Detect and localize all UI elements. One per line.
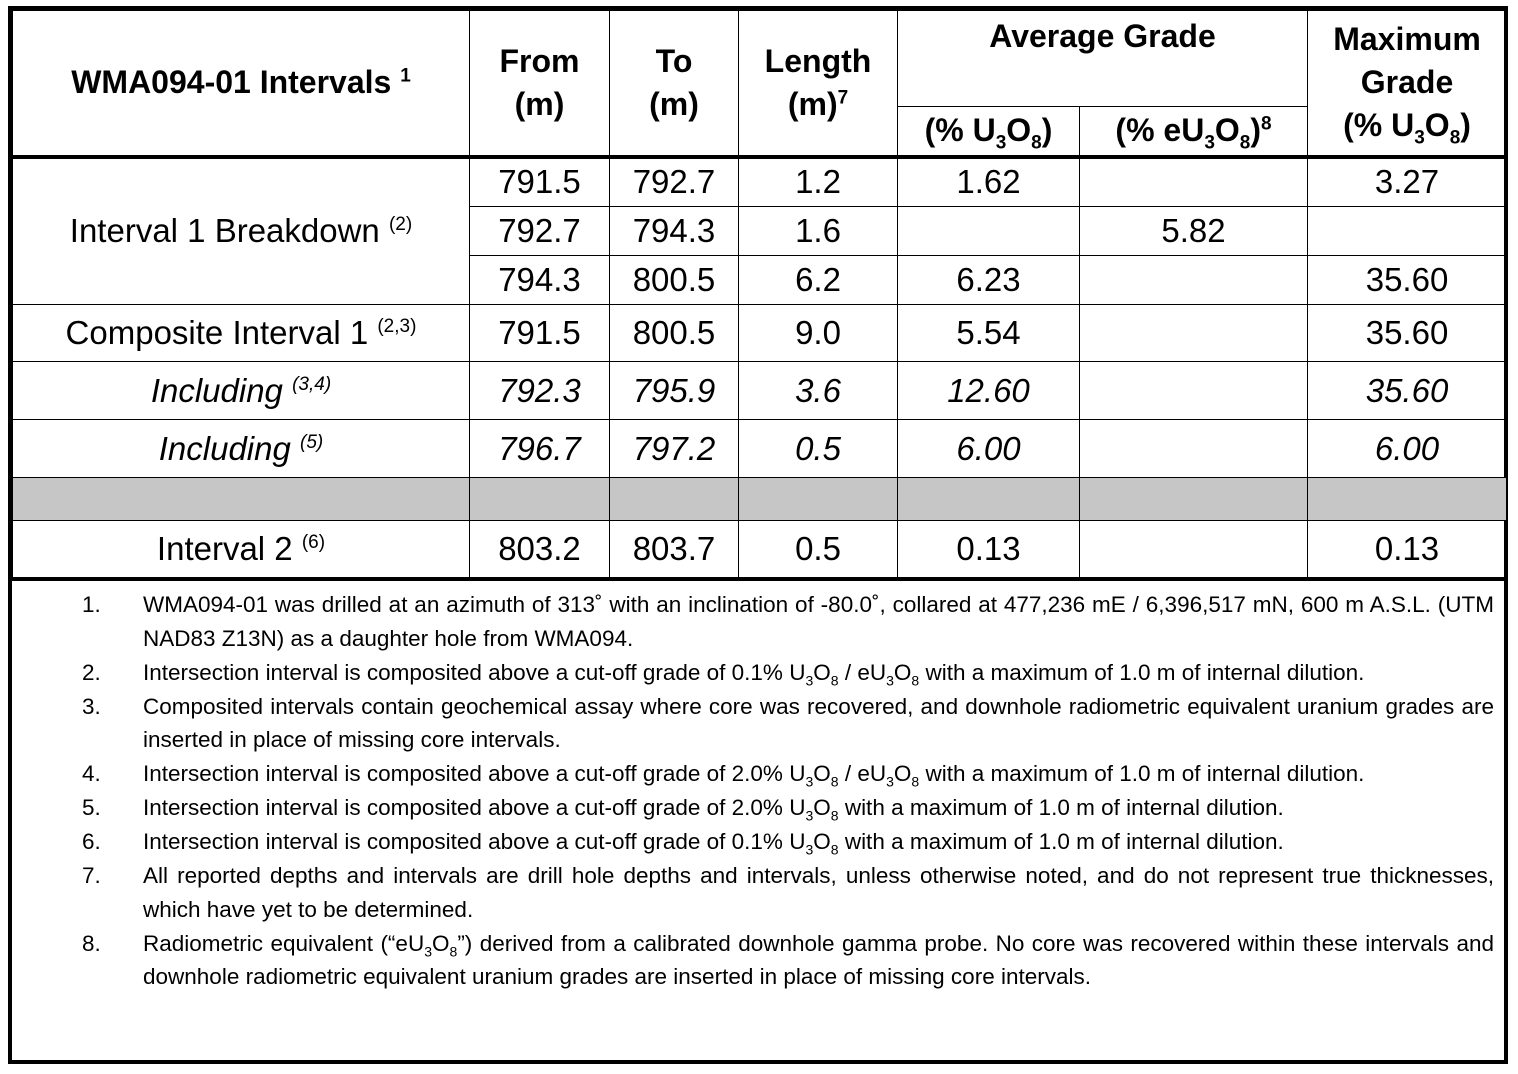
table-row: [13, 157, 1507, 207]
footnote-text: Intersection interval is composited above a cut-off grade of 2.0% $U_3O_8$ with a maximum of 1.0 m of internal dilution.: [143, 795, 1284, 824]
row-label-including: Including $^{(5)}$: [13, 420, 470, 478]
table-row-including-2: [13, 420, 1507, 478]
footnote: [60, 656, 1494, 690]
cell-max-grade: 35.60: [1308, 362, 1507, 420]
cell-eu3o8: [1080, 362, 1308, 420]
footnote: [60, 791, 1494, 825]
table-row-including-1: [13, 362, 1507, 420]
footnote-text: WMA094-01 was drilled at an azimuth of 313˚ with an inclination of -80.0˚, collared at 477,236 mE / 6,396,517 mN, 600 m A.S.L. (UTM NAD83 Z13N) as a daughter hole from WMA094.: [143, 592, 1494, 651]
row-label-composite-interval-1: Composite Interval 1 $^{(2,3)}$: [13, 305, 470, 362]
spacer-row: [13, 478, 1507, 521]
header-to: To (m): [610, 11, 739, 157]
footnotes: [60, 588, 1494, 994]
cell-u3o8: 6.00: [898, 420, 1080, 478]
footnote-text: Intersection interval is composited above a cut-off grade of 0.1% $U_3O_8$ with a maximum of 1.0 m of internal dilution.: [143, 829, 1284, 858]
footnote-text: Composited intervals contain geochemical assay where core was recovered, and downhole radiometric equivalent uranium grades are inserted in place of missing core intervals.: [143, 693, 1494, 752]
footnote: [60, 690, 1494, 757]
footnote-text: Radiometric equivalent $(“eU_3O_8”)$ derived from a calibrated downhole gamma probe. No core was recovered within these intervals and downhole radiometric equivalent uranium grades are inserted in place of missing core intervals.: [143, 930, 1494, 989]
cell-max-grade: 3.27: [1308, 157, 1507, 207]
cell-u3o8: 0.13: [898, 521, 1080, 579]
footnote-text: Intersection interval is composited above a cut-off grade of 0.1% $U_3O_8 / eU_3O_8$ with a maximum of 1.0 m of internal dilution.: [143, 659, 1365, 688]
footnote-number: 3.: [82, 693, 101, 719]
cell-eu3o8: [1080, 305, 1308, 362]
row-label-interval-2: Interval 2 $^{(6)}$: [13, 521, 470, 579]
cell-to: 792.7: [610, 157, 739, 207]
cell-max-grade: 35.60: [1308, 305, 1507, 362]
cell-eu3o8: [1080, 256, 1308, 305]
footnote-number: 1.: [82, 592, 101, 617]
header-eu3o8: (% $eU_3O_8)^8$: [1080, 107, 1308, 157]
cell-u3o8: 12.60: [898, 362, 1080, 420]
cell-eu3o8: 5.82: [1080, 207, 1308, 256]
header-maximum-grade: Maximum Grade (% $U_3O_8$): [1308, 11, 1507, 157]
cell-to: 800.5: [610, 256, 739, 305]
intervals-table: [12, 10, 1507, 581]
footnote-number: 2.: [82, 659, 101, 685]
cell-from: 792.7: [470, 207, 610, 256]
cell-length: 3.6: [739, 362, 898, 420]
cell-u3o8: 6.23: [898, 256, 1080, 305]
cell-from: 803.2: [470, 521, 610, 579]
cell-u3o8: 1.62: [898, 157, 1080, 207]
cell-to: 797.2: [610, 420, 739, 478]
footnote-number: 6.: [82, 829, 101, 854]
header-intervals: WMA094-01 Intervals $^1$: [13, 11, 470, 157]
cell-length: 6.2: [739, 256, 898, 305]
cell-eu3o8: [1080, 157, 1308, 207]
cell-max-grade: [1308, 207, 1507, 256]
header-length: Length $(m)^7$: [739, 11, 898, 157]
cell-to: 803.7: [610, 521, 739, 579]
cell-length: 1.2: [739, 157, 898, 207]
cell-u3o8: 5.54: [898, 305, 1080, 362]
header-average-grade: Average Grade: [898, 11, 1308, 107]
cell-max-grade: 35.60: [1308, 256, 1507, 305]
cell-to: 800.5: [610, 305, 739, 362]
cell-eu3o8: [1080, 420, 1308, 478]
cell-from: 794.3: [470, 256, 610, 305]
footnote-text: All reported depths and intervals are drill hole depths and intervals, unless otherwise noted, and do not represent true thicknesses, which have yet to be determined.: [143, 863, 1494, 922]
footnote-number: 7.: [82, 863, 101, 888]
table-row-interval-2: [13, 521, 1507, 579]
cell-eu3o8: [1080, 521, 1308, 579]
footnote: [60, 859, 1494, 926]
footnote-number: 8.: [82, 930, 101, 956]
row-label-interval-1-breakdown: Interval 1 Breakdown $^{(2)}$: [13, 157, 470, 305]
cell-length: 0.5: [739, 521, 898, 579]
cell-to: 794.3: [610, 207, 739, 256]
cell-length: 0.5: [739, 420, 898, 478]
header-row-1: [13, 11, 1507, 107]
footnote: [60, 927, 1494, 994]
cell-length: 9.0: [739, 305, 898, 362]
table-row-composite: [13, 305, 1507, 362]
footnote-number: 5.: [82, 795, 101, 820]
cell-to: 795.9: [610, 362, 739, 420]
cell-length: 1.6: [739, 207, 898, 256]
cell-max-grade: 6.00: [1308, 420, 1507, 478]
footnote: [60, 757, 1494, 791]
header-u3o8: (% $U_3O_8$): [898, 107, 1080, 157]
cell-from: 796.7: [470, 420, 610, 478]
row-label-including: Including $^{(3,4)}$: [13, 362, 470, 420]
footnote: [60, 825, 1494, 859]
cell-u3o8: [898, 207, 1080, 256]
footnote-text: Intersection interval is composited above a cut-off grade of 2.0% $U_3O_8 / eU_3O_8$ with a maximum of 1.0 m of internal dilution.: [143, 761, 1365, 790]
cell-from: 791.5: [470, 305, 610, 362]
header-from: From (m): [470, 11, 610, 157]
cell-max-grade: 0.13: [1308, 521, 1507, 579]
footnote: [60, 588, 1494, 655]
cell-from: 791.5: [470, 157, 610, 207]
cell-from: 792.3: [470, 362, 610, 420]
footnote-number: 4.: [82, 761, 101, 786]
